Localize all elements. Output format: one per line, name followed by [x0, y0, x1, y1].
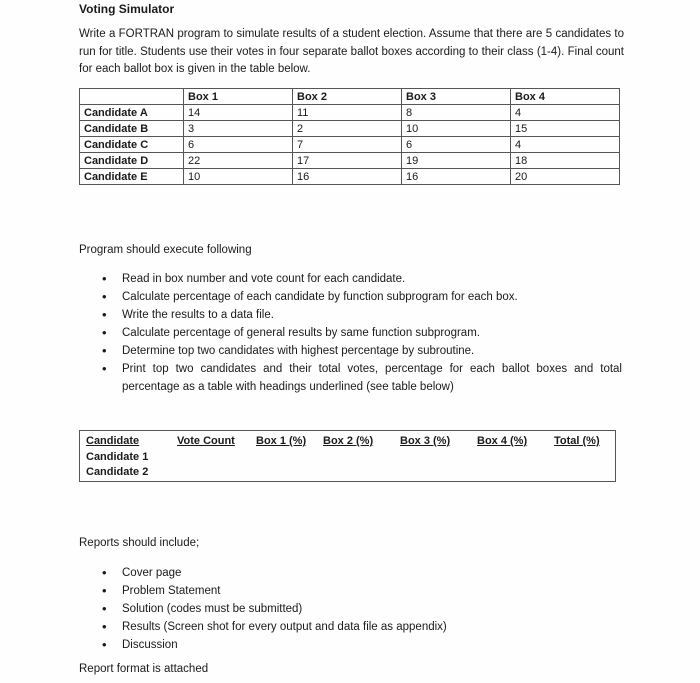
vote-cell: 4	[511, 105, 620, 121]
result-header-box3: Box 3 (%)	[400, 435, 451, 447]
table-row	[80, 153, 620, 169]
vote-cell: 20	[511, 169, 620, 185]
result-header-box4: Box 4 (%)	[477, 435, 528, 447]
vote-cell: 15	[511, 121, 620, 137]
list-item: • Cover page	[79, 564, 619, 582]
vote-table-header-cell: Box 1	[184, 89, 293, 105]
program-requirements-label: Program should execute following	[79, 244, 252, 256]
vote-table-header-cell: Box 4	[511, 89, 620, 105]
vote-cell: 6	[402, 137, 511, 153]
list-item: • Print top two candidates and their total votes, percentage for each ballot boxes and total percentage as a table with headings underlined (see table below)	[79, 360, 622, 396]
candidate-name-cell: Candidate A	[80, 105, 184, 121]
vote-cell: 6	[184, 137, 293, 153]
list-item: • Solution (codes must be submitted)	[79, 600, 619, 618]
vote-cell: 10	[184, 169, 293, 185]
vote-cell: 2	[293, 121, 402, 137]
vote-cell: 14	[184, 105, 293, 121]
vote-cell: 17	[293, 153, 402, 169]
vote-cell: 19	[402, 153, 511, 169]
list-item: • Results (Screen shot for every output and data file as appendix)	[79, 618, 619, 636]
report-format-note: Report format is attached	[79, 663, 209, 675]
list-item: • Problem Statement	[79, 582, 619, 600]
report-contents-list	[79, 564, 619, 654]
result-row-label: Candidate 2	[86, 466, 149, 478]
result-header-total: Total (%)	[554, 435, 600, 447]
candidate-name-cell: Candidate D	[80, 153, 184, 169]
vote-cell: 10	[402, 121, 511, 137]
candidate-name-cell: Candidate C	[80, 137, 184, 153]
sample-result-table	[79, 430, 616, 482]
vote-cell: 8	[402, 105, 511, 121]
vote-cell: 11	[293, 105, 402, 121]
list-item: • Read in box number and vote count for each candidate.	[79, 270, 622, 288]
result-header-box2: Box 2 (%)	[323, 435, 374, 447]
table-row	[80, 169, 620, 185]
table-row	[80, 121, 620, 137]
vote-cell: 18	[511, 153, 620, 169]
table-row	[80, 105, 620, 121]
result-header-candidate: Candidate	[86, 435, 140, 447]
document-title: Voting Simulator	[79, 2, 175, 16]
result-header-vote-count: Vote Count	[177, 435, 235, 447]
result-row-label: Candidate 1	[86, 451, 149, 463]
list-item: • Determine top two candidates with highest percentage by subroutine.	[79, 342, 622, 360]
list-item: • Calculate percentage of general results by same function subprogram.	[79, 324, 622, 342]
intro-paragraph: Write a FORTRAN program to simulate results of a student election. Assume that there are 5 candidates to run for title. Students use their votes in four separate ballot boxes according to their class (1-4). Final count for each ballot box is given in the table below.	[79, 28, 624, 75]
reports-label: Reports should include;	[79, 537, 200, 549]
vote-cell: 16	[293, 169, 402, 185]
vote-table-header-row	[80, 89, 620, 105]
list-item: • Calculate percentage of each candidate by function subprogram for each box.	[79, 288, 622, 306]
vote-cell: 7	[293, 137, 402, 153]
result-header-box1: Box 1 (%)	[256, 435, 307, 447]
vote-cell: 16	[402, 169, 511, 185]
vote-cell: 3	[184, 121, 293, 137]
vote-table-header-cell	[80, 89, 184, 105]
table-row	[80, 137, 620, 153]
vote-table-header-cell: Box 3	[402, 89, 511, 105]
candidate-name-cell: Candidate E	[80, 169, 184, 185]
vote-table-header-cell: Box 2	[293, 89, 402, 105]
vote-cell: 22	[184, 153, 293, 169]
candidate-name-cell: Candidate B	[80, 121, 184, 137]
list-item: • Write the results to a data file.	[79, 306, 622, 324]
program-steps-list	[79, 270, 622, 396]
vote-cell: 4	[511, 137, 620, 153]
vote-count-table	[79, 88, 620, 185]
list-item: • Discussion	[79, 636, 619, 654]
